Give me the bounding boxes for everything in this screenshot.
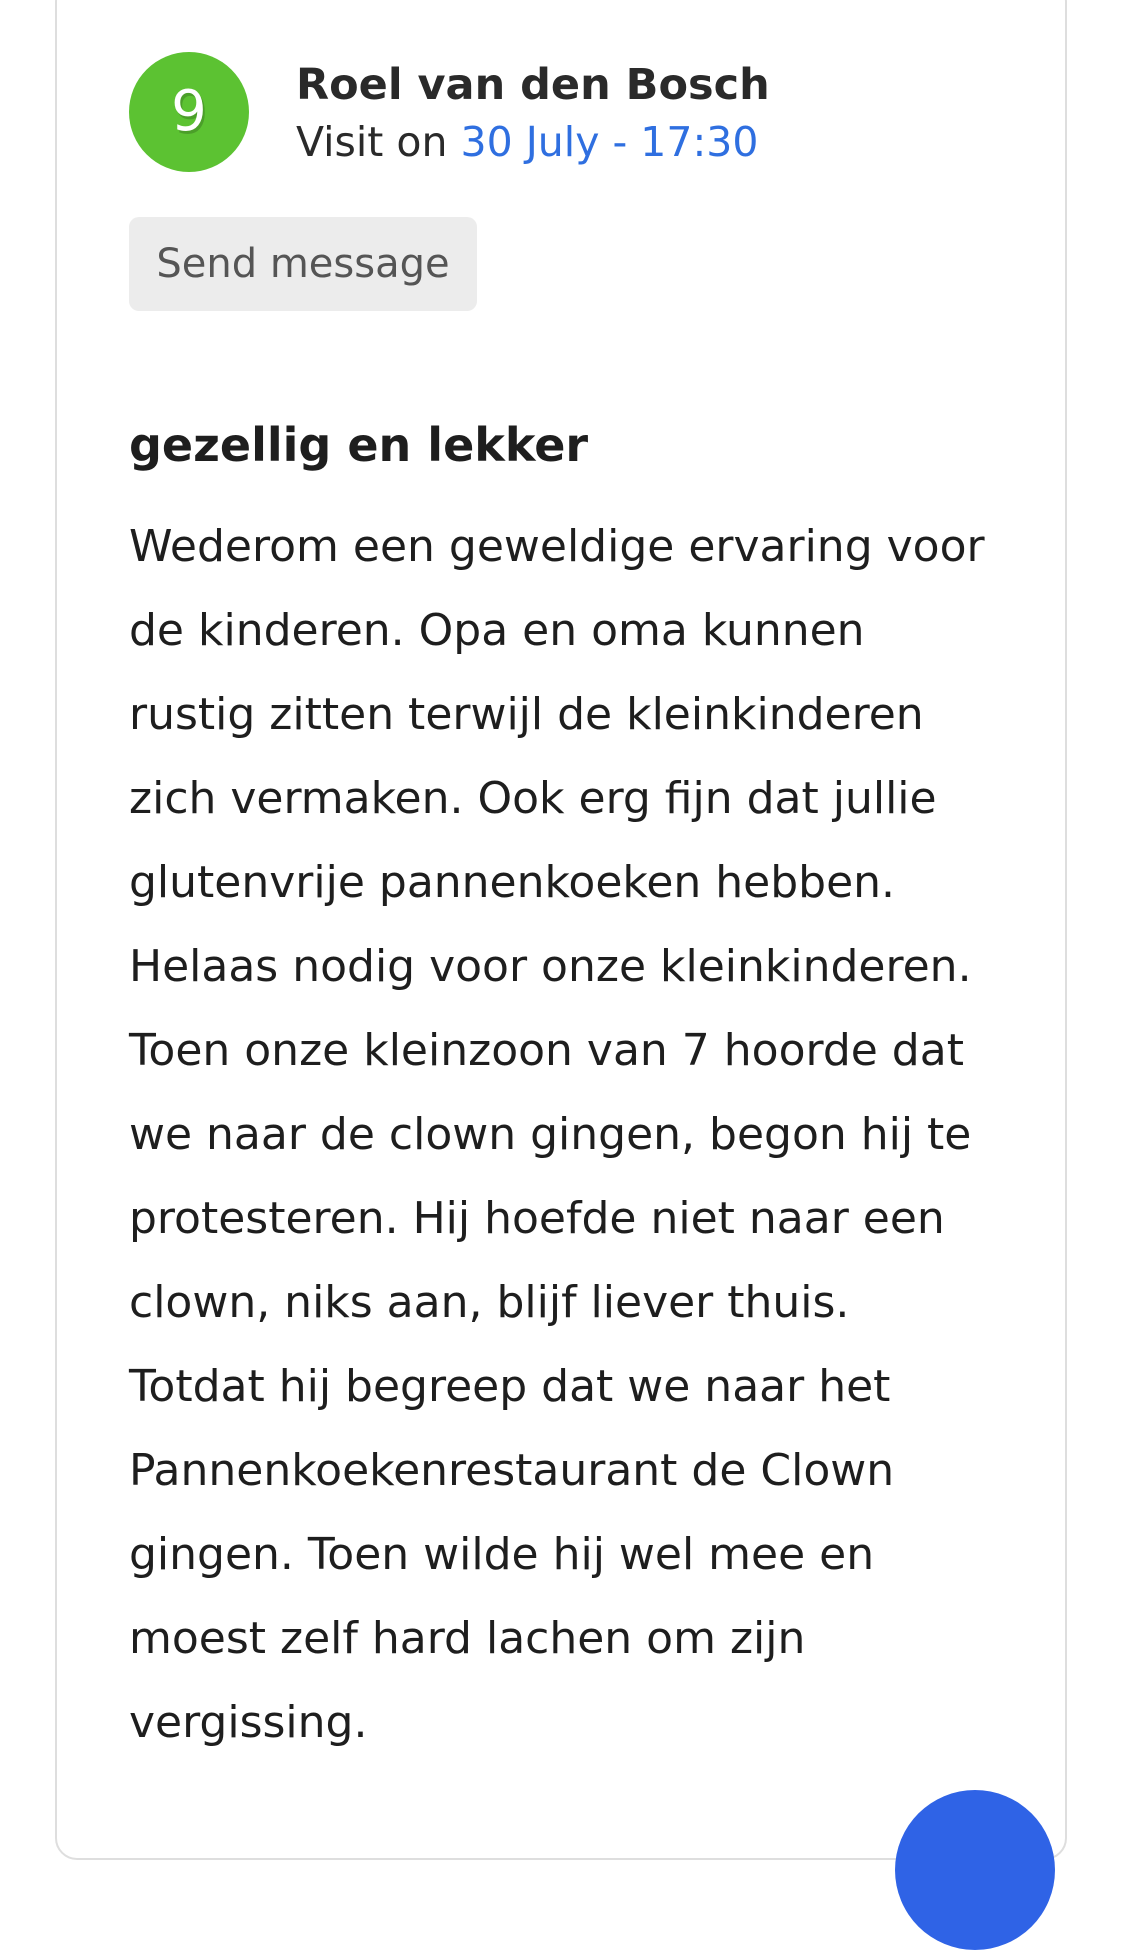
review-body-line: de kinderen. Opa en oma kunnen	[129, 605, 865, 656]
review-body-line: glutenvrije pannenkoeken hebben.	[129, 857, 896, 908]
review-body-line: Helaas nodig voor onze kleinkinderen.	[129, 941, 972, 992]
review-body-line: we naar de clown gingen, begon hij te	[129, 1109, 972, 1160]
visit-date-link[interactable]: 30 July - 17:30	[460, 118, 759, 166]
review-body-line: Wederom een geweldige ervaring voor	[129, 521, 985, 572]
review-body-line: Totdat hij begreep dat we naar het	[129, 1361, 891, 1412]
visit-prefix: Visit on	[296, 118, 448, 166]
score-badge: 9	[129, 52, 249, 172]
review-body-line: zich vermaken. Ook erg fijn dat jullie	[129, 773, 937, 824]
review-body-line: Pannenkoekenrestaurant de Clown	[129, 1445, 895, 1496]
send-message-button[interactable]: Send message	[129, 217, 477, 311]
reviewer-name: Roel van den Bosch	[296, 60, 770, 110]
review-body-line: moest zelf hard lachen om zijn	[129, 1613, 806, 1664]
review-body-line: clown, niks aan, blijf liever thuis.	[129, 1277, 850, 1328]
floating-action-button[interactable]	[895, 1790, 1055, 1950]
review-body-line: Toen onze kleinzoon van 7 hoorde dat	[129, 1025, 964, 1076]
visit-info	[296, 118, 758, 166]
review-title: gezellig en lekker	[129, 418, 589, 472]
review-body-line: vergissing.	[129, 1697, 368, 1748]
review-body-line: gingen. Toen wilde hij wel mee en	[129, 1529, 875, 1580]
review-body	[129, 505, 1009, 1765]
review-body-line: protesteren. Hij hoefde niet naar een	[129, 1193, 945, 1244]
review-body-line: rustig zitten terwijl de kleinkinderen	[129, 689, 924, 740]
